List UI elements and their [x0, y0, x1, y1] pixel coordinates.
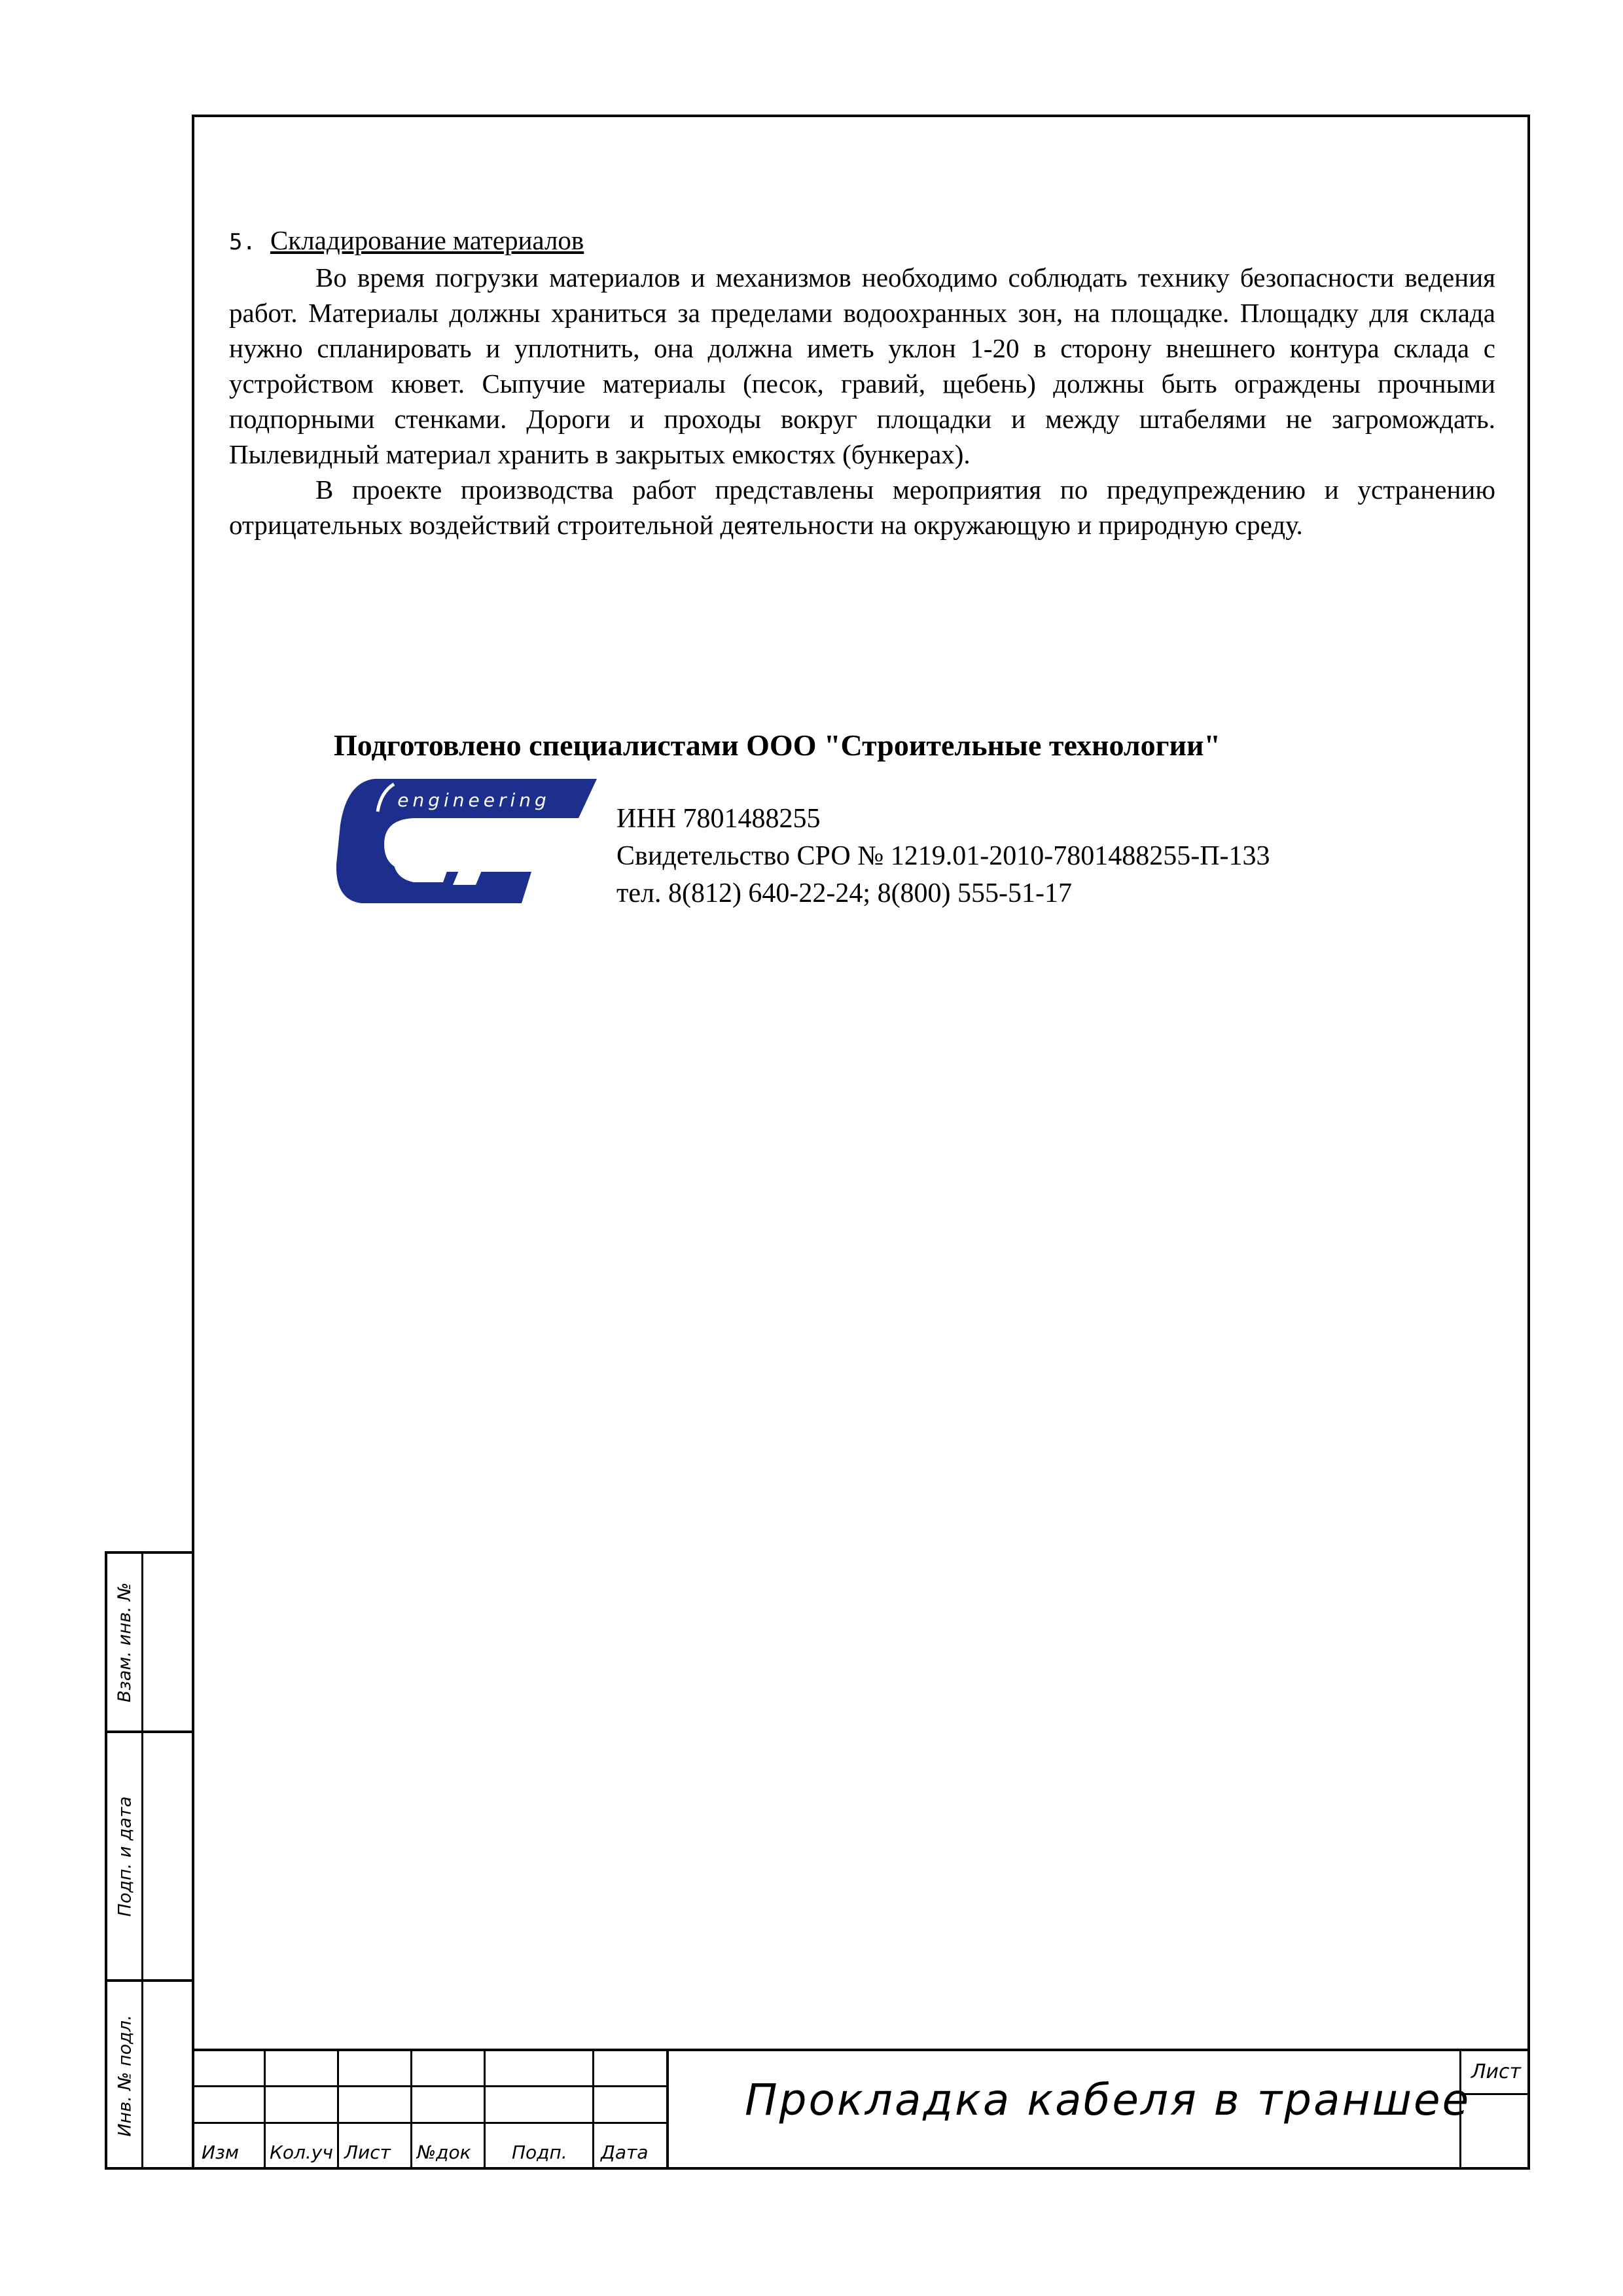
- side-label-sign-date: Подп. и дата: [115, 1796, 135, 1916]
- company-logo: [335, 772, 603, 916]
- stamp-title: Подготовлено специалистами ООО "Строительные технологии": [334, 728, 1221, 762]
- document-body: [229, 223, 1495, 543]
- column-label-list: Лист: [344, 2142, 391, 2163]
- paragraph: Во время погрузки материалов и механизмов необходимо соблюдать технику безопасности ведения работ. Материалы должны храниться за пределами водоохранных зон, на площадке. Площадку для склада нужно спланировать и уплотнить, она должна иметь уклон 1-20 в сторону внешнего контура склада с устройством кювет. Сыпучие материалы (песок, гравий, щебень) должны быть ограждены прочными подпорными стенками. Дороги и проходы вокруг площадки и между штабелями не загромождать. Пылевидный материал хранить в закрытых емкостях (бункерах).: [229, 262, 1495, 469]
- side-stamp: [105, 1551, 193, 2170]
- section-title: Складирование материалов: [270, 225, 584, 255]
- column-label-podp: Подп.: [512, 2142, 567, 2163]
- column-label-izm: Изм: [202, 2142, 239, 2163]
- column-label-data: Дата: [601, 2142, 649, 2163]
- side-cell-sign-date: [107, 1733, 193, 1979]
- logo-text: engineering: [397, 789, 550, 811]
- company-inn: ИНН 7801488255: [616, 804, 821, 834]
- company-phones: тел. 8(812) 640-22-24; 8(800) 555-51-17: [616, 878, 1073, 908]
- side-label-replace-inv: Взам. инв. №: [115, 1582, 135, 1702]
- section-number: 5.: [229, 229, 256, 255]
- document-title: Прокладка кабеля в траншее: [745, 2075, 1471, 2125]
- side-label-original-inv: Инв. № подл.: [115, 2015, 135, 2137]
- column-label-kol-uch: Кол.уч: [270, 2142, 333, 2163]
- sheet-label: Лист: [1471, 2060, 1522, 2083]
- side-cell-replace-inv: [107, 1554, 193, 1731]
- column-label-ndok: №док: [417, 2142, 471, 2163]
- company-info: [616, 800, 1270, 912]
- company-certificate: Свидетельство СРО № 1219.01-2010-7801488255-П-133: [616, 841, 1270, 871]
- section-heading: [229, 223, 1495, 260]
- paragraph: В проекте производства работ представлены мероприятия по предупреждению и устранению отрицательных воздействий строительной деятельности на окружающую и природную среду.: [229, 475, 1495, 540]
- side-cell-original-inv: [107, 1982, 193, 2170]
